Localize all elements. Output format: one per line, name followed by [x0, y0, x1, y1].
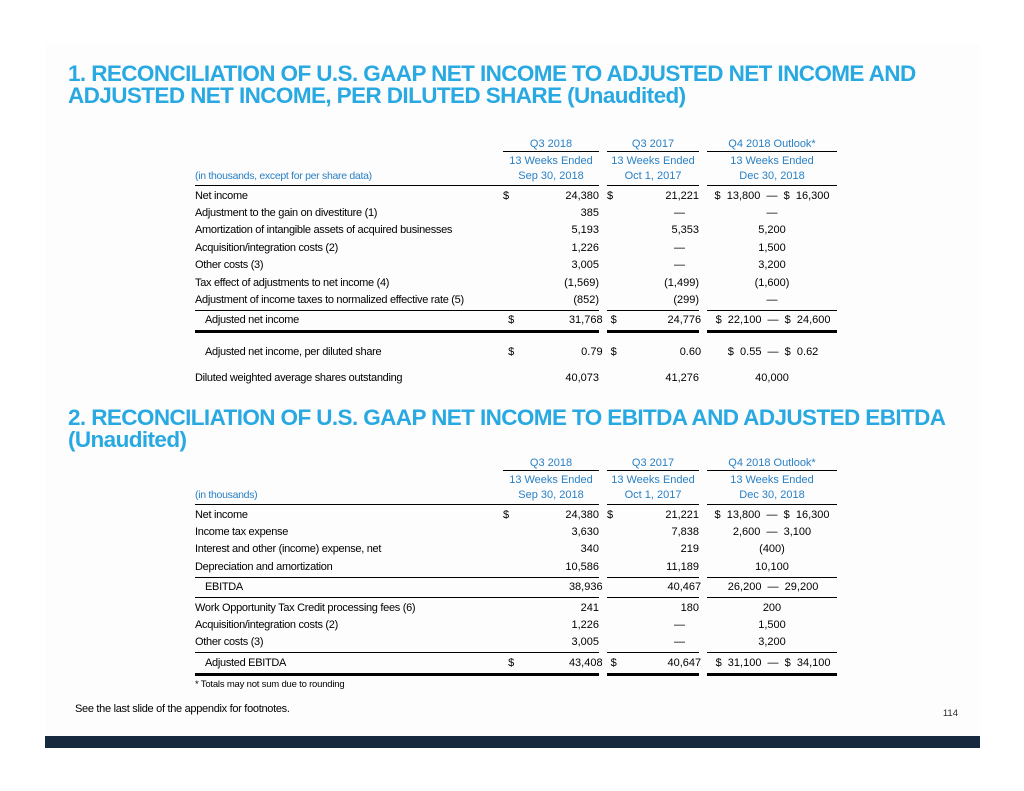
table-unit-label: (in thousands, except for per share data): [195, 170, 372, 182]
column-period-label: Q3 2017: [607, 457, 699, 471]
table-rule: [195, 597, 837, 598]
value-text: 0.79: [581, 345, 603, 358]
row-label: Other costs (3): [195, 259, 264, 272]
value-cell: [503, 372, 599, 384]
table-rule-segment: [707, 673, 837, 676]
value-cell: [607, 636, 699, 648]
table-rule-segment: [607, 652, 699, 653]
outlook-cell: 1,500: [758, 241, 786, 254]
value-text: —: [674, 241, 685, 254]
table-rule: [195, 310, 837, 311]
table-row: [195, 370, 837, 387]
table-rule: [195, 673, 837, 676]
currency-symbol: $: [610, 345, 617, 358]
row-label: Tax effect of adjustments to net income (4): [195, 276, 390, 289]
value-text: 43,408: [568, 656, 603, 669]
value-cell: [607, 526, 699, 538]
outlook-cell: 3,200: [758, 636, 786, 649]
value-cell: [503, 526, 599, 538]
value-text: 24,380: [565, 508, 599, 521]
value-cell: [503, 294, 599, 306]
table-row: [195, 187, 837, 204]
currency-symbol: $: [503, 508, 510, 521]
table-row: [195, 506, 837, 523]
value-cell: [508, 314, 602, 326]
table-rule: [195, 577, 837, 578]
value-text: 3,005: [571, 636, 599, 649]
page-number: 114: [942, 708, 958, 719]
value-text: (852): [573, 294, 599, 307]
section-2-title-line-1: 2. RECONCILIATION OF U.S. GAAP NET INCOME TO EBITDA AND ADJUSTED EBITDA: [68, 405, 946, 430]
row-label: Adjusted net income: [205, 314, 299, 327]
table-row: [195, 616, 837, 633]
row-label: Net income: [195, 508, 248, 521]
reconciliation-table-ebitda: [195, 456, 837, 690]
column-period-label: Q4 2018 Outlook*: [707, 138, 837, 152]
table-header-period-row: [195, 456, 837, 471]
row-label: Adjustment to the gain on divestiture (1): [195, 207, 378, 220]
value-cell: [508, 346, 602, 358]
value-text: 31,768: [568, 314, 603, 327]
table-row: [195, 541, 837, 558]
value-cell: [503, 561, 599, 573]
table-rule: [195, 185, 837, 186]
footnotes-reference-text: See the last slide of the appendix for footnotes.: [75, 703, 290, 715]
value-cell: [607, 602, 699, 614]
value-cell: [607, 190, 699, 202]
table-rule-segment: [607, 504, 699, 505]
value-cell: [611, 657, 702, 669]
row-label: Interest and other (income) expense, net: [195, 543, 382, 556]
column-date-label: Dec 30, 2018: [739, 489, 805, 501]
row-label: Adjusted EBITDA: [205, 656, 287, 669]
row-label: Net income: [195, 189, 248, 202]
row-label: Depreciation and amortization: [195, 560, 333, 573]
column-date-label: Sep 30, 2018: [518, 170, 584, 182]
outlook-cell: 1,500: [758, 619, 786, 632]
currency-symbol: $: [508, 345, 515, 358]
value-cell: [607, 561, 699, 573]
table-rule: [195, 330, 837, 333]
outlook-cell: 200: [762, 601, 782, 614]
value-cell: [607, 207, 699, 219]
section-1-title-line-1: 1. RECONCILIATION OF U.S. GAAP NET INCOME TO ADJUSTED NET INCOME AND: [68, 61, 916, 86]
outlook-cell: 10,100: [755, 560, 789, 573]
value-text: (299): [673, 294, 699, 307]
value-text: 3,005: [571, 259, 599, 272]
table-rule-segment: [607, 185, 699, 186]
currency-symbol: $: [610, 656, 617, 669]
table-rule-segment: [195, 577, 599, 578]
value-cell: [503, 543, 599, 555]
value-text: 385: [580, 207, 599, 220]
table-header-date-row: [195, 486, 837, 501]
row-label: Acquisition/integration costs (2): [195, 619, 338, 632]
value-text: 219: [680, 543, 699, 556]
value-cell: [503, 277, 599, 289]
value-text: (1,569): [564, 276, 599, 289]
table-row: [195, 599, 837, 616]
table-rule-segment: [707, 652, 837, 653]
table-row: [195, 222, 837, 239]
outlook-cell: —: [766, 294, 778, 307]
table-rule-segment: [707, 577, 837, 578]
table-footnote: * Totals may not sum due to rounding: [195, 678, 345, 690]
value-cell: [503, 207, 599, 219]
value-text: 3,630: [571, 526, 599, 539]
value-cell: [611, 581, 702, 593]
value-cell: [611, 314, 702, 326]
value-cell: [607, 543, 699, 555]
value-cell: [607, 294, 699, 306]
row-label: Acquisition/integration costs (2): [195, 241, 338, 254]
table-row: [195, 343, 837, 360]
outlook-cell: —: [766, 207, 778, 220]
value-text: —: [674, 259, 685, 272]
outlook-cell: 2,600 — 3,100: [732, 526, 812, 539]
table-rule-segment: [707, 310, 837, 311]
value-text: 40,647: [667, 656, 702, 669]
value-cell: [607, 259, 699, 271]
value-cell: [607, 509, 699, 521]
table-row: [195, 523, 837, 540]
column-date-label: Oct 1, 2017: [624, 170, 682, 182]
value-cell: [607, 372, 699, 384]
table-rule-segment: [195, 310, 599, 311]
table-rule-segment: [607, 673, 699, 676]
column-period-label: Q3 2017: [607, 138, 699, 152]
table-rule-segment: [707, 185, 837, 186]
column-weeks-label: 13 Weeks Ended: [509, 474, 593, 486]
value-text: 5,193: [571, 224, 599, 237]
row-label: EBITDA: [205, 581, 243, 594]
outlook-cell: 5,200: [758, 224, 786, 237]
value-text: 41,276: [665, 372, 699, 385]
value-text: 0.60: [679, 345, 702, 358]
value-cell: [607, 277, 699, 289]
table-row: [195, 274, 837, 291]
value-text: 11,189: [666, 560, 699, 573]
table-rule-segment: [195, 185, 599, 186]
table-header-date-row: [195, 167, 837, 182]
outlook-cell: $ 31,100 — $ 34,100: [715, 656, 831, 669]
table-rule-segment: [195, 330, 599, 333]
value-text: 340: [580, 543, 599, 556]
table-rule: [195, 652, 837, 653]
table-rule-segment: [607, 310, 699, 311]
table-header-period-row: [195, 137, 837, 152]
value-text: 40,073: [565, 372, 599, 385]
table-row: [195, 558, 837, 575]
column-weeks-label: 13 Weeks Ended: [730, 474, 814, 486]
outlook-cell: $ 13,800 — $ 16,300: [714, 189, 830, 202]
table-row: [195, 634, 837, 651]
reconciliation-table-net-income: [195, 137, 837, 387]
footer-bar: [45, 736, 980, 748]
column-weeks-label: 13 Weeks Ended: [611, 155, 695, 167]
value-text: 38,936: [568, 581, 603, 594]
table-unit-label: (in thousands): [195, 489, 258, 501]
value-cell: [611, 346, 702, 358]
column-period-label: Q3 2018: [503, 138, 599, 152]
table-rule-segment: [607, 330, 699, 333]
currency-symbol: $: [508, 314, 515, 327]
value-cell: [503, 224, 599, 236]
value-cell: [503, 636, 599, 648]
table-rule-segment: [195, 597, 599, 598]
table-row: [195, 204, 837, 221]
section-1-title: [68, 63, 916, 107]
outlook-cell: $ 22,100 — $ 24,600: [715, 314, 831, 327]
value-text: 7,838: [671, 526, 699, 539]
outlook-cell: (1,600): [754, 276, 790, 289]
value-text: —: [674, 207, 685, 220]
currency-symbol: $: [503, 189, 510, 202]
column-period-label: Q3 2018: [503, 457, 599, 471]
outlook-cell: 3,200: [758, 259, 786, 272]
value-cell: [508, 657, 602, 669]
section-1-title-line-2: ADJUSTED NET INCOME, PER DILUTED SHARE (Unaudited): [68, 83, 686, 108]
value-cell: [607, 224, 699, 236]
value-text: 5,353: [671, 224, 699, 237]
table-rule-segment: [707, 504, 837, 505]
table-row: [195, 579, 837, 596]
table-rule-segment: [707, 330, 837, 333]
row-label: Income tax expense: [195, 526, 289, 539]
table-row: [195, 291, 837, 308]
table-rule: [195, 504, 837, 505]
value-text: 180: [680, 601, 699, 614]
value-text: 24,380: [565, 189, 599, 202]
outlook-cell: 26,200 — 29,200: [727, 581, 819, 594]
outlook-cell: $ 13,800 — $ 16,300: [714, 508, 830, 521]
column-weeks-label: 13 Weeks Ended: [730, 155, 814, 167]
column-period-label: Q4 2018 Outlook*: [707, 457, 837, 471]
table-row: [195, 239, 837, 256]
value-cell: [503, 619, 599, 631]
currency-symbol: $: [610, 314, 617, 327]
column-weeks-label: 13 Weeks Ended: [611, 474, 695, 486]
table-rule-segment: [707, 597, 837, 598]
section-2-title: [68, 407, 945, 451]
value-text: 10,586: [565, 560, 599, 573]
table-row: [195, 654, 837, 671]
column-weeks-label: 13 Weeks Ended: [509, 155, 593, 167]
table-rule-segment: [195, 673, 599, 676]
section-2-title-line-2: (Unaudited): [68, 427, 187, 452]
value-text: —: [674, 619, 685, 632]
table-rule-segment: [607, 597, 699, 598]
value-text: (1,499): [664, 276, 699, 289]
value-text: 241: [580, 601, 599, 614]
outlook-cell: (400): [759, 543, 785, 556]
value-cell: [607, 619, 699, 631]
table-row: [195, 257, 837, 274]
column-date-label: Oct 1, 2017: [624, 489, 682, 501]
table-rule-segment: [607, 577, 699, 578]
value-text: 21,221: [665, 508, 699, 521]
table-header-weeks-row: [195, 471, 837, 486]
table-row: [195, 312, 837, 329]
outlook-cell: $ 0.55 — $ 0.62: [727, 345, 819, 358]
column-date-label: Sep 30, 2018: [518, 489, 584, 501]
value-cell: [503, 190, 599, 202]
value-cell: [503, 259, 599, 271]
value-text: 24,776: [667, 314, 702, 327]
currency-symbol: $: [607, 508, 614, 521]
currency-symbol: $: [607, 189, 614, 202]
value-text: —: [674, 636, 685, 649]
table-rule-segment: [195, 652, 599, 653]
value-cell: [503, 602, 599, 614]
row-label: Adjusted net income, per diluted share: [205, 345, 382, 358]
value-cell: [503, 509, 599, 521]
row-label: Adjustment of income taxes to normalized effective rate (5): [195, 294, 464, 307]
outlook-cell: 40,000: [755, 372, 789, 385]
table-header-weeks-row: [195, 152, 837, 167]
value-text: 1,226: [571, 619, 599, 632]
value-cell: [607, 242, 699, 254]
column-date-label: Dec 30, 2018: [739, 170, 805, 182]
value-text: 21,221: [665, 189, 699, 202]
value-text: 1,226: [571, 241, 599, 254]
table-rule-segment: [195, 504, 599, 505]
row-label: Diluted weighted average shares outstanding: [195, 372, 403, 385]
row-label: Other costs (3): [195, 636, 264, 649]
value-cell: [503, 242, 599, 254]
value-text: 40,467: [667, 581, 702, 594]
row-label: Work Opportunity Tax Credit processing fees (6): [195, 601, 416, 614]
currency-symbol: $: [508, 656, 515, 669]
value-cell: [508, 581, 602, 593]
row-label: Amortization of intangible assets of acquired businesses: [195, 224, 453, 237]
